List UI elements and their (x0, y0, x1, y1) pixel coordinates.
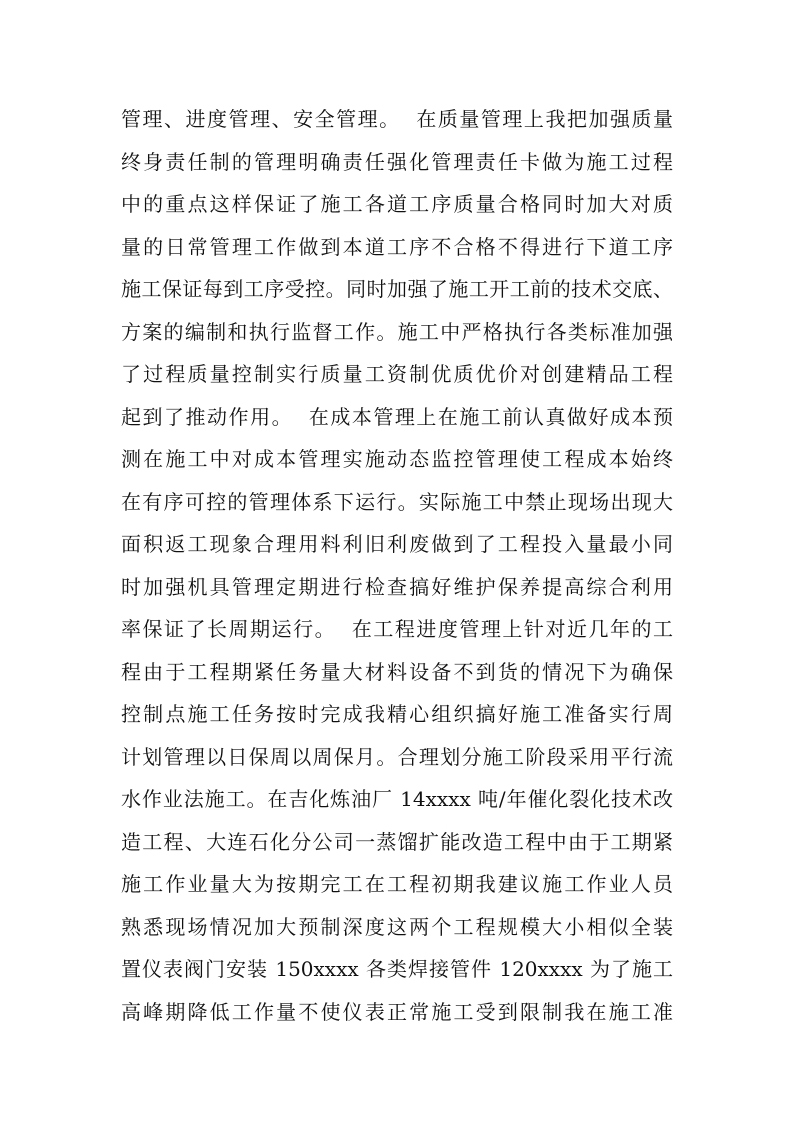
text-line: 管理、进度管理、安全管理。 在质量管理上我把加强质量 (121, 107, 673, 131)
text-line: 控制点施工任务按时完成我精心组织搞好施工准备实行周 (121, 702, 673, 726)
text-line: 计划管理以日保周以周保月。合理划分施工阶段采用平行流 (121, 744, 673, 769)
text-line: 量的日常管理工作做到本道工序不合格不得进行下道工序 (121, 234, 673, 259)
text-line: 方案的编制和执行监督工作。施工中严格执行各类标准加强 (121, 319, 673, 344)
text-line: 中的重点这样保证了施工各道工序质量合格同时加大对质 (121, 192, 673, 216)
text-line: 率保证了长周期运行。 在工程进度管理上针对近几年的工 (121, 617, 673, 641)
text-line: 施工作业量大为按期完工在工程初期我建议施工作业人员 (121, 872, 673, 896)
text-line: 高峰期降低工作量不使仪表正常施工受到限制我在施工准 (121, 999, 673, 1024)
text-line: 熟悉现场情况加大预制深度这两个工程规模大小相似全装 (121, 914, 673, 939)
text-line: 造工程、大连石化分公司一蒸馏扩能改造工程中由于工期紧 (121, 829, 673, 854)
body-text (121, 98, 673, 1033)
text-line: 时加强机具管理定期进行检查搞好维护保养提高综合利用 (121, 574, 673, 599)
text-line: 水作业法施工。在吉化炼油厂 14xxxx 吨/年催化裂化技术改 (121, 787, 673, 811)
text-line: 终身责任制的管理明确责任强化管理责任卡做为施工过程 (121, 149, 673, 174)
text-line: 测在施工中对成本管理实施动态监控管理使工程成本始终 (121, 447, 673, 471)
text-line: 面积返工现象合理用料利旧利废做到了工程投入量最小同 (121, 532, 673, 556)
text-line: 在有序可控的管理体系下运行。实际施工中禁止现场出现大 (121, 489, 673, 514)
text-line: 程由于工程期紧任务量大材料设备不到货的情况下为确保 (121, 659, 673, 684)
text-line: 置仪表阀门安装 150xxxx 各类焊接管件 120xxxx 为了施工 (121, 957, 673, 981)
text-line: 了过程质量控制实行质量工资制优质优价对创建精品工程 (121, 362, 673, 386)
text-line: 施工保证每到工序受控。同时加强了施工开工前的技术交底、 (121, 277, 673, 301)
text-line: 起到了推动作用。 在成本管理上在施工前认真做好成本预 (121, 404, 673, 429)
